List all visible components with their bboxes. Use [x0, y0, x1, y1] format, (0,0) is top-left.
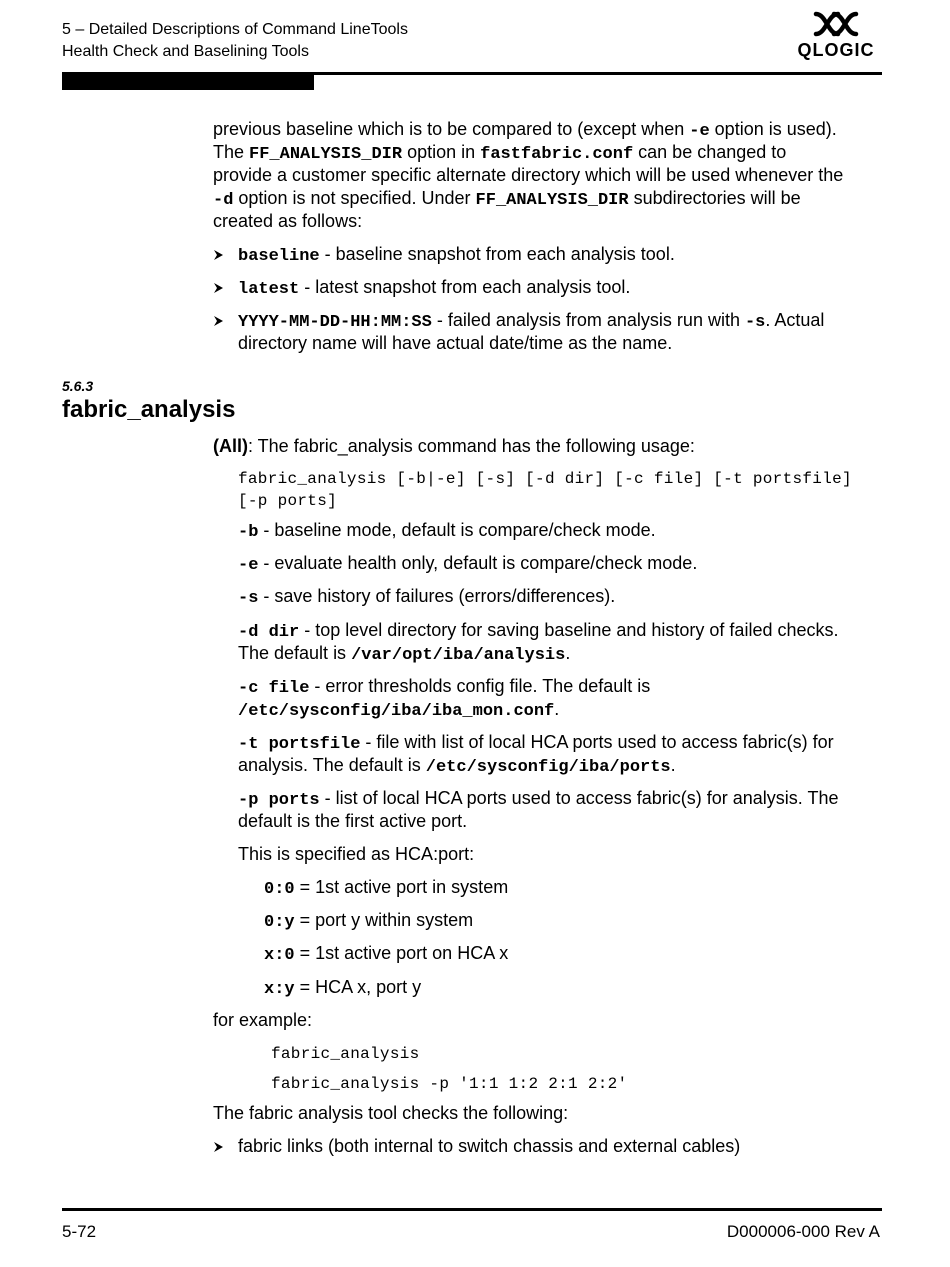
text: option is used).: [709, 119, 837, 139]
text: = port y within system: [294, 910, 474, 930]
code: -d: [213, 191, 234, 210]
header-chapter: 5 – Detailed Descriptions of Command LineTools: [62, 21, 408, 38]
option-p-line2: default is the first active port.: [238, 811, 468, 831]
intro-line-2: [213, 141, 786, 167]
spec-item: [264, 976, 421, 1002]
option-e: [238, 552, 697, 578]
code: -t portsfile: [238, 735, 361, 754]
usage-syntax-2: [-p ports]: [238, 492, 338, 510]
code: x:0: [264, 946, 295, 965]
code: -s: [744, 313, 766, 332]
text: - baseline snapshot from each analysis tool.: [319, 244, 675, 264]
intro-line-1: [213, 118, 837, 144]
code: /etc/sysconfig/iba/iba_mon.conf: [238, 702, 555, 721]
text: - save history of failures (errors/differences).: [258, 586, 616, 606]
intro-line-5: created as follows:: [213, 211, 363, 231]
option-d: [238, 619, 839, 645]
text: .: [670, 755, 676, 775]
text: - baseline mode, default is compare/check mode.: [258, 520, 656, 540]
text: analysis. The default is: [238, 755, 426, 775]
bullet-timestamp: [238, 309, 824, 335]
text: - latest snapshot from each analysis tool.: [299, 277, 631, 297]
intro-line-4: [213, 187, 801, 213]
usage-syntax-1: fabric_analysis [-b|-e] [-s] [-d dir] [-c file] [-t portsfile]: [238, 470, 852, 488]
text: . Actual: [765, 310, 825, 330]
bullet-arrow-icon: [213, 314, 225, 328]
check-item: fabric links (both internal to switch chassis and external cables): [238, 1136, 741, 1156]
text: = 1st active port on HCA x: [294, 943, 509, 963]
text: = 1st active port in system: [294, 877, 509, 897]
text: The: [213, 142, 250, 162]
bullet-arrow-icon: [213, 1140, 225, 1154]
usage-intro: [213, 435, 695, 458]
checks-intro: The fabric analysis tool checks the following:: [213, 1103, 569, 1123]
code: x:y: [264, 980, 295, 999]
option-b: [238, 519, 656, 545]
code: -e: [238, 556, 259, 575]
code: -d dir: [238, 623, 300, 642]
text: = HCA x, port y: [294, 977, 422, 997]
footer-rule: [62, 1208, 882, 1211]
bullet-arrow-icon: [213, 248, 225, 262]
intro-line-3: provide a customer specific alternate directory which will be used whenever the: [213, 165, 844, 185]
text: - failed analysis from analysis run with: [431, 310, 745, 330]
bullet-timestamp-line2: directory name will have actual date/time as the name.: [238, 333, 673, 353]
bullet-arrow-icon: [213, 281, 225, 295]
text: - top level directory for saving baseline and history of failed checks.: [299, 620, 839, 640]
section-number: 5.6.3: [62, 378, 94, 394]
code: -s: [238, 589, 259, 608]
option-d-line2: [238, 642, 570, 668]
bullet-baseline: [238, 243, 675, 269]
code: /etc/sysconfig/iba/ports: [425, 758, 671, 777]
logo-text: QLOGIC: [797, 40, 875, 60]
option-t-line2: [238, 754, 676, 780]
text: subdirectories will be: [628, 188, 801, 208]
page-number: 5-72: [62, 1222, 97, 1241]
option-c-line2: [238, 698, 559, 724]
code: FF_ANALYSIS_DIR: [249, 145, 403, 164]
option-t: [238, 731, 834, 757]
option-s: [238, 585, 615, 611]
example-cmd-2: fabric_analysis -p '1:1 1:2 2:1 2:2': [271, 1075, 628, 1093]
code: FF_ANALYSIS_DIR: [475, 191, 629, 210]
header-bar: [62, 75, 314, 90]
code: -p ports: [238, 791, 320, 810]
code: YYYY-MM-DD-HH:MM:SS: [238, 313, 432, 332]
code: baseline: [238, 247, 320, 266]
code: 0:0: [264, 880, 295, 899]
code: latest: [238, 280, 300, 299]
code: -c file: [238, 679, 310, 698]
text: previous baseline which is to be compared to (except when: [213, 119, 690, 139]
spec-item: [264, 876, 508, 902]
example-cmd-1: fabric_analysis: [271, 1045, 420, 1063]
text: - file with list of local HCA ports used to access fabric(s) for: [360, 732, 834, 752]
text: .: [565, 643, 571, 663]
document-id: D000006-000 Rev A: [726, 1222, 880, 1241]
spec-item: [264, 942, 508, 968]
option-c: [238, 675, 650, 701]
option-p: [238, 787, 839, 813]
qlogic-logo: [790, 8, 882, 64]
text: - list of local HCA ports used to access fabric(s) for analysis. The: [319, 788, 839, 808]
spec-item: [264, 909, 473, 935]
code: fastfabric.conf: [480, 145, 634, 164]
text: option is not specified. Under: [233, 188, 476, 208]
text: can be changed to: [633, 142, 787, 162]
text: - error thresholds config file. The default is: [309, 676, 651, 696]
header-section: Health Check and Baselining Tools: [62, 43, 309, 60]
qlogic-logo-icon: [790, 8, 882, 42]
text: .: [554, 699, 560, 719]
example-label: for example:: [213, 1010, 313, 1030]
all-label: (All): [213, 436, 248, 456]
bullet-latest: [238, 276, 630, 302]
text: option in: [402, 142, 481, 162]
spec-intro: This is specified as HCA:port:: [238, 844, 475, 864]
code: 0:y: [264, 913, 295, 932]
code: -e: [689, 122, 710, 141]
section-title: fabric_analysis: [62, 396, 236, 423]
text: - evaluate health only, default is compare/check mode.: [258, 553, 698, 573]
code: /var/opt/iba/analysis: [351, 646, 566, 665]
text: : The fabric_analysis command has the following usage:: [248, 436, 695, 456]
code: -b: [238, 523, 259, 542]
text: The default is: [238, 643, 352, 663]
